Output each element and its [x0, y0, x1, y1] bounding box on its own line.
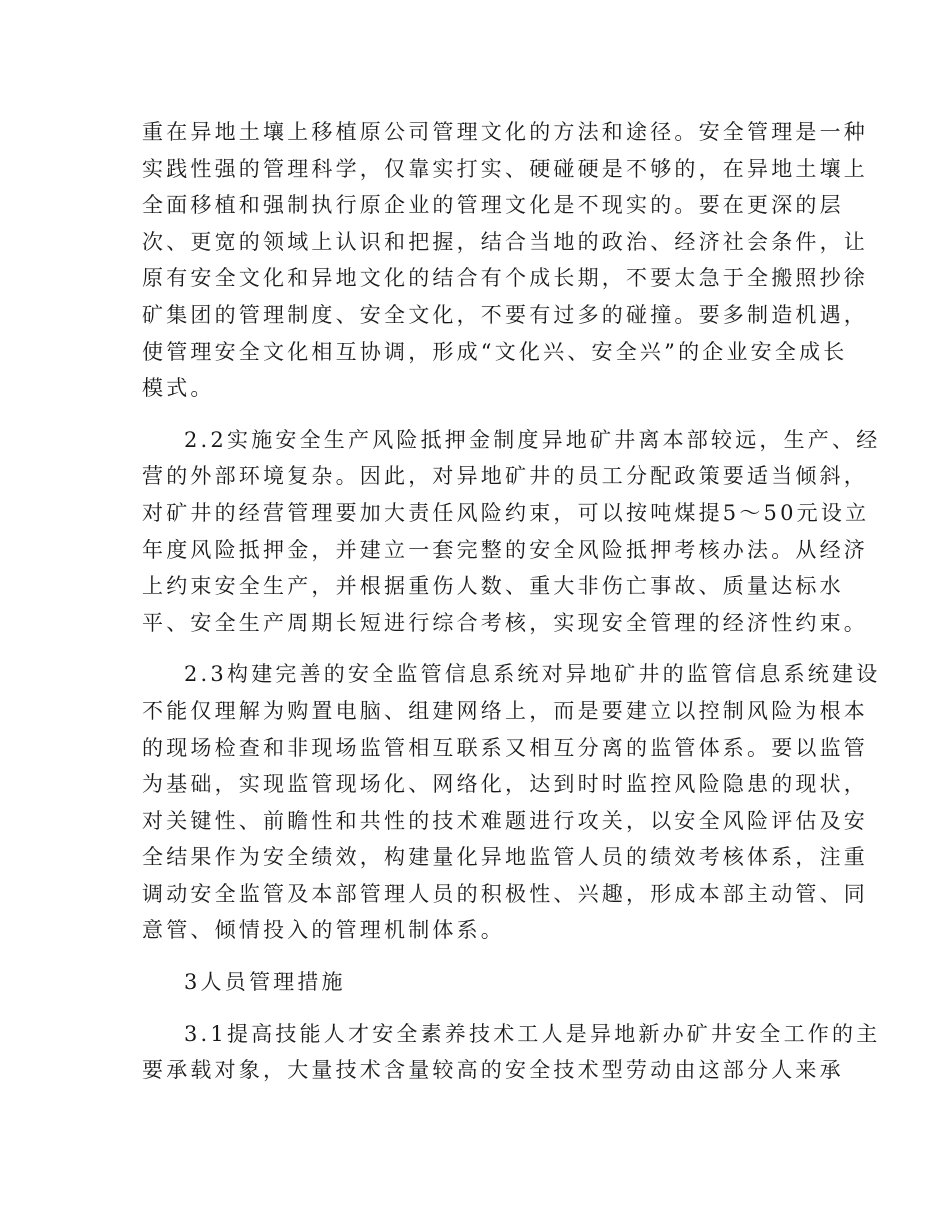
text-line: 重在异地土壤上移植原公司管理文化的方法和途径。安全管理是一种: [142, 120, 868, 144]
text-line: 全面移植和强制执行原企业的管理文化是不现实的。要在更深的层: [142, 193, 844, 218]
paragraph-1: [142, 114, 868, 407]
text-line: 对关键性、前瞻性和共性的技术难题进行攻关，以安全风险评估及安: [142, 808, 868, 833]
document-body: [142, 114, 881, 1089]
text-line: 为基础，实现监管现场化、网络化，达到时时监控风险隐患的现状，: [142, 772, 868, 797]
text-line: 2.2实施安全生产风险抵押金制度异地矿井离本部较远，生产、经: [184, 427, 881, 452]
text-line: 上约束安全生产，并根据重伤人数、重大非伤亡事故、质量达标水: [142, 574, 844, 599]
text-line: 的现场检查和非现场监管相互联系又相互分离的监管体系。要以监管: [142, 735, 868, 760]
paragraph-spacer: [142, 949, 817, 964]
text-line: 矿集团的管理制度、安全文化，不要有过多的碰撞。要多制造机遇，: [142, 302, 868, 327]
text-line: 平、安全生产周期长短进行综合考核，实现安全管理的经济性约束。: [142, 610, 868, 635]
text-line: 要承载对象，大量技术含量较高的安全技术型劳动由这部分人来承: [142, 1058, 844, 1083]
text-line: 对矿井的经营管理要加大责任风险约束，可以按吨煤提5～50元设立: [142, 500, 870, 525]
paragraph-spacer: [142, 407, 817, 422]
paragraph-5: [142, 1016, 881, 1089]
text-line: 不能仅理解为购置电脑、组建网络上，而是要建立以控制风险为根本: [142, 698, 868, 723]
section-heading: 3人员管理措施: [184, 970, 346, 995]
text-line: 使管理安全文化相互协调，形成“文化兴、安全兴”的企业安全成长: [142, 339, 848, 364]
text-line: 2.3构建完善的安全监管信息系统对异地矿井的监管信息系统建设: [184, 662, 881, 687]
text-line: 调动安全监管及本部管理人员的积极性、兴趣，形成本部主动管、同: [142, 881, 868, 906]
text-line: 模式。: [142, 376, 215, 401]
text-line: 全结果作为安全绩效，构建量化异地监管人员的绩效考核体系，注重: [142, 845, 868, 870]
section-heading-3: [142, 964, 817, 1001]
text-line: 实践性强的管理科学，仅靠实打实、硬碰硬是不够的，在异地土壤上: [142, 156, 868, 181]
paragraph-3: [142, 656, 881, 949]
paragraph-2: [142, 422, 881, 642]
text-line: 3.1提高技能人才安全素养技术工人是异地新办矿井安全工作的主: [184, 1021, 881, 1046]
text-line: 营的外部环境复杂。因此，对异地矿井的员工分配政策要适当倾斜，: [142, 464, 868, 489]
text-line: 意管、倾情投入的管理机制体系。: [142, 918, 505, 943]
paragraph-spacer: [142, 641, 817, 656]
paragraph-spacer: [142, 1001, 817, 1016]
text-line: 原有安全文化和异地文化的结合有个成长期，不要太急于全搬照抄徐: [142, 266, 868, 291]
text-line: 年度风险抵押金，并建立一套完整的安全风险抵押考核办法。从经济: [142, 537, 868, 562]
text-line: 次、更宽的领域上认识和把握，结合当地的政治、经济社会条件，让: [142, 229, 868, 254]
